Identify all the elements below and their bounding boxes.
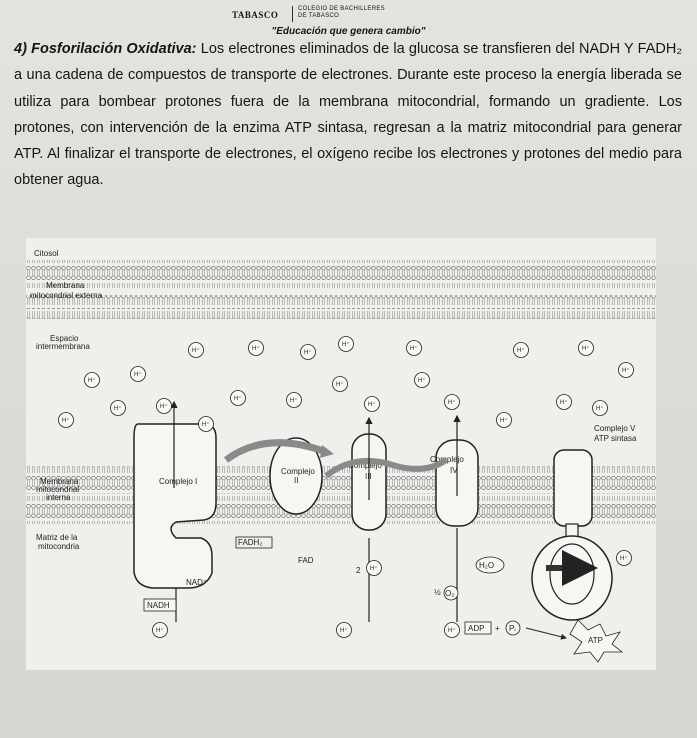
proton-label: H⁺ [517, 348, 525, 355]
question-paragraph [14, 36, 682, 194]
proton-label: H⁺ [418, 378, 426, 385]
label-espacio-2: intermembrana [36, 342, 90, 351]
label-fadh2: FADH₂ [238, 538, 263, 547]
label-complejo-iv-1: Complejo [430, 455, 464, 464]
school-state: TABASCO [232, 10, 279, 20]
proton-label: H⁺ [156, 628, 164, 635]
label-pi: Pᵢ [509, 624, 516, 633]
label-complejo-iii-1: Complejo [348, 461, 382, 470]
complex-iv [430, 440, 478, 526]
proton-label: H⁺ [202, 422, 210, 429]
outer-membrane [26, 260, 656, 319]
proton-label: H⁺ [410, 346, 418, 353]
label-membrana-ext-1: Membrana [46, 281, 85, 290]
label-matriz-2: mitocondria [38, 542, 80, 551]
question-text: Los electrones eliminados de la glucosa se transfieren del NADH Y FADH₂ a una cadena de compuestos de transporte de electrones. Durante este proceso la energía liberada se utiliza para bombear protones fuera de la membrana mitocondrial, formando un gradiente. Los protones, con intervención de la enzima ATP sintasa, regresan a la matriz mitocondrial para generar ATP. Al finalizar el transporte de electrones, el oxígeno recibe los electrones y protones del medio para obtener agua. [14, 41, 682, 189]
proton-label: H⁺ [342, 342, 350, 349]
proton-label: H⁺ [88, 378, 96, 385]
proton-label: H⁺ [290, 398, 298, 405]
label-atp: ATP [588, 636, 603, 645]
proton-label: H⁺ [134, 372, 142, 379]
school-header [0, 6, 697, 28]
header-divider [292, 6, 293, 22]
question-number: 4) [14, 41, 27, 57]
label-oxygen: O₂ [445, 589, 455, 598]
proton-label: H⁺ [234, 396, 242, 403]
label-citosol: Citosol [34, 249, 59, 258]
proton-label: H⁺ [622, 368, 630, 375]
label-membrana-ext-2: mitocondrial externa [30, 291, 103, 300]
label-complejo-v-2: ATP sintasa [594, 434, 637, 443]
proton-label: H⁺ [192, 348, 200, 355]
label-complejo-ii-1: Complejo [281, 467, 315, 476]
label-matriz-1: Matriz de la [36, 533, 78, 542]
diagram-svg [26, 238, 656, 670]
proton-label: H⁺ [500, 418, 508, 425]
label-half: ½ [434, 588, 441, 597]
college-line-1: COLEGIO DE BACHILLERES [298, 6, 385, 12]
proton-label: H⁺ [560, 400, 568, 407]
proton-label: H⁺ [114, 406, 122, 413]
motto: "Educación que genera cambio" [271, 26, 426, 37]
label-complejo-iii-2: III [365, 472, 372, 481]
electron-transport-diagram [26, 238, 656, 670]
proton-label: H⁺ [368, 402, 376, 409]
label-complejo-v-1: Complejo V [594, 424, 636, 433]
label-two: 2 [356, 566, 361, 575]
label-water: H₂O [479, 561, 495, 570]
proton-label: H⁺ [370, 566, 378, 573]
college-name [298, 6, 385, 20]
proton-label: H⁺ [620, 556, 628, 563]
complex-iii [348, 434, 386, 530]
label-membrana-int-3: interna [46, 493, 71, 502]
label-complejo-iv-2: IV [450, 466, 458, 475]
proton-label: H⁺ [336, 382, 344, 389]
proton-label: H⁺ [582, 346, 590, 353]
complex-i [134, 424, 216, 588]
label-espacio-1: Espacio [50, 334, 79, 343]
label-nad: NAD⁺ [186, 578, 208, 587]
label-plus: + [495, 624, 500, 633]
label-complejo-i: Complejo I [159, 477, 198, 486]
college-line-2: DE TABASCO [298, 13, 340, 19]
label-fad: FAD [298, 556, 314, 565]
proton-label: H⁺ [448, 628, 456, 635]
proton-label: H⁺ [304, 350, 312, 357]
label-nadh: NADH [147, 601, 170, 610]
label-membrana-int-2: mitocondrial [36, 485, 80, 494]
proton-label: H⁺ [340, 628, 348, 635]
label-complejo-ii-2: II [294, 476, 299, 485]
label-adp: ADP [468, 624, 485, 633]
proton-label: H⁺ [62, 418, 70, 425]
question-title: Fosforilación Oxidativa: [31, 41, 197, 57]
proton-label: H⁺ [252, 346, 260, 353]
proton-label: H⁺ [596, 406, 604, 413]
proton-label: H⁺ [160, 404, 168, 411]
proton-label: H⁺ [448, 400, 456, 407]
label-membrana-int-1: Membrana [40, 477, 79, 486]
